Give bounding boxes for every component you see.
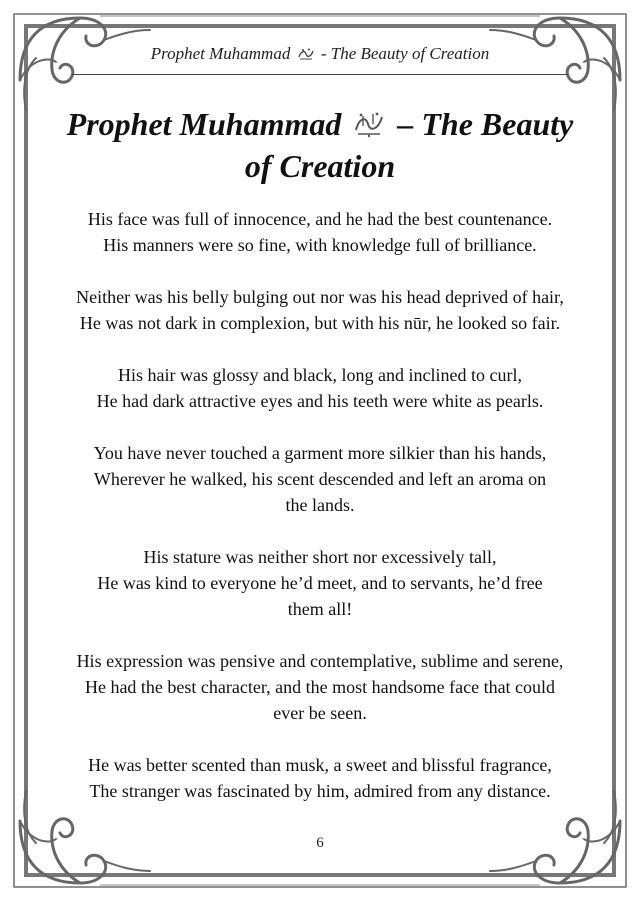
poem-stanza bbox=[50, 362, 590, 414]
poem-line: His hair was glossy and black, long and inclined to curl, bbox=[118, 365, 522, 385]
poem-body bbox=[50, 206, 590, 830]
running-header bbox=[0, 44, 640, 64]
title-line-1 bbox=[40, 103, 600, 145]
poem-line: Neither was his belly bulging out nor was his head deprived of hair, bbox=[76, 287, 564, 307]
poem-line: the lands. bbox=[285, 495, 355, 515]
poem-stanza bbox=[50, 206, 590, 258]
poem-line: ever be seen. bbox=[273, 703, 367, 723]
poem-line: The stranger was fascinated by him, admired from any distance. bbox=[89, 781, 551, 801]
poem-stanza bbox=[50, 440, 590, 518]
poem-line: His manners were so fine, with knowledge full of brilliance. bbox=[103, 235, 537, 255]
poem-line: He was not dark in complexion, but with his nūr, he looked so fair. bbox=[79, 313, 561, 333]
poem-line: His face was full of innocence, and he had the best countenance. bbox=[87, 209, 553, 229]
title-prefix: Prophet Muhammad bbox=[66, 106, 342, 142]
calligraphy-seal-icon bbox=[353, 110, 385, 138]
poem-line: them all! bbox=[287, 599, 353, 619]
poem-line: He was better scented than musk, a sweet and blissful fragrance, bbox=[88, 755, 552, 775]
corner-ornament-top-left-icon bbox=[20, 18, 150, 110]
header-divider bbox=[72, 74, 568, 75]
title-line-2: of Creation bbox=[244, 148, 396, 184]
poem-line: Wherever he walked, his scent descended and left an aroma on bbox=[93, 469, 547, 489]
poem-line: You have never touched a garment more silkier than his hands, bbox=[93, 443, 547, 463]
corner-ornament-top-right-icon bbox=[490, 18, 620, 110]
header-title-suffix: - The Beauty of Creation bbox=[320, 44, 490, 63]
page-title bbox=[40, 103, 600, 187]
poem-stanza bbox=[50, 752, 590, 804]
poem-stanza bbox=[50, 544, 590, 622]
page-number: 6 bbox=[316, 835, 324, 851]
poem-line: His stature was neither short nor excessively tall, bbox=[143, 547, 497, 567]
poem-stanza bbox=[50, 284, 590, 336]
title-suffix: – The Beauty bbox=[397, 106, 574, 142]
poem-line: His expression was pensive and contemplative, sublime and serene, bbox=[76, 651, 564, 671]
header-title-prefix: Prophet Muhammad bbox=[150, 44, 291, 63]
calligraphy-seal-icon bbox=[297, 47, 315, 61]
poem-line: He was kind to everyone he’d meet, and to servants, he’d free bbox=[97, 573, 543, 593]
poem-line: He had the best character, and the most handsome face that could bbox=[84, 677, 556, 697]
poem-stanza bbox=[50, 648, 590, 726]
poem-line: He had dark attractive eyes and his teeth were white as pearls. bbox=[96, 391, 544, 411]
